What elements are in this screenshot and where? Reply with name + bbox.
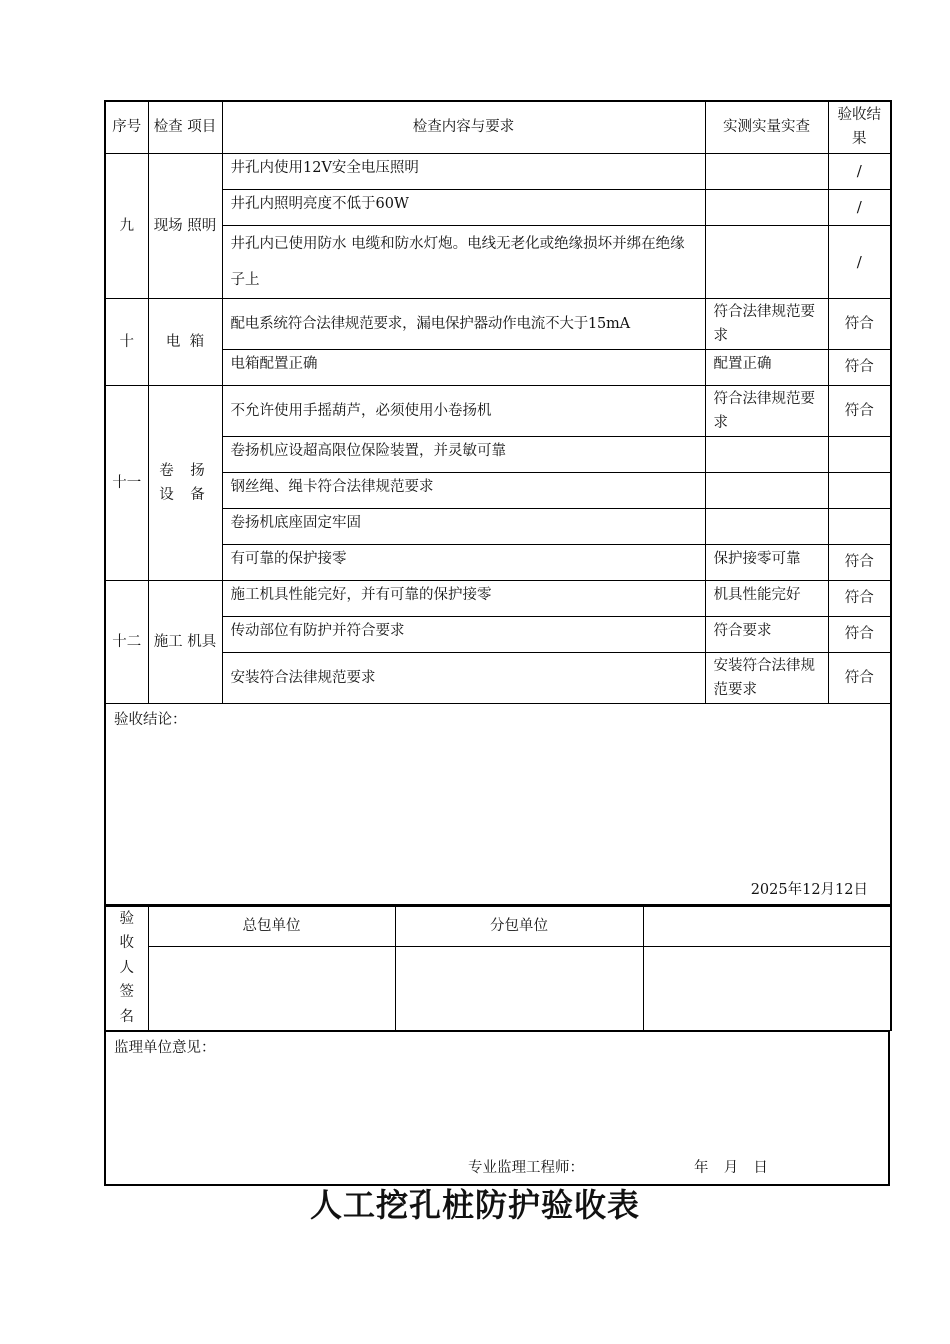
row-result: / xyxy=(828,153,891,189)
document-title: 人工挖孔桩防护验收表 xyxy=(309,1186,640,1224)
row-result: 符合 xyxy=(828,580,891,616)
row-content: 井孔内照明亮度不低于60W xyxy=(222,189,705,225)
row-measured: 符合法律规范要求 xyxy=(705,298,828,349)
row-measured: 配置正确 xyxy=(705,349,828,385)
conclusion-row xyxy=(105,703,891,905)
header-row xyxy=(105,101,891,153)
header-content: 检查内容与要求 xyxy=(222,101,705,153)
row-measured: 安装符合法律规范要求 xyxy=(705,652,828,703)
group-seq: 九 xyxy=(105,153,148,298)
third-party-signature-field[interactable] xyxy=(643,946,891,1030)
subcontractor-header: 分包单位 xyxy=(395,906,643,946)
row-content: 施工机具性能完好，并有可靠的保护接零 xyxy=(222,580,705,616)
row-content: 安装符合法律规范要求 xyxy=(222,652,705,703)
conclusion-cell xyxy=(105,703,891,905)
signature-label-text: 验收人签名 xyxy=(119,910,134,1025)
conclusion-date: 2025年12月12日 xyxy=(750,881,868,898)
conclusion-label: 验收结论： xyxy=(114,711,187,728)
group-seq: 十二 xyxy=(105,580,148,703)
header-measured: 实测实量实查 xyxy=(705,101,828,153)
inspection-table xyxy=(104,100,892,906)
group-item: 现场 照明 xyxy=(148,153,222,298)
row-content: 电箱配置正确 xyxy=(222,349,705,385)
inspection-sheet xyxy=(104,100,890,1186)
group-item: 电 箱 xyxy=(148,298,222,385)
header-item: 检查 项目 xyxy=(148,101,222,153)
supervising-engineer-label: 专业监理工程师： xyxy=(468,1159,584,1176)
supervision-label: 监理单位意见： xyxy=(114,1039,216,1056)
row-content: 钢丝绳、绳卡符合法律规范要求 xyxy=(222,472,705,508)
supervision-cell xyxy=(105,1031,889,1185)
row-result: 符合 xyxy=(828,385,891,436)
row-result xyxy=(828,472,891,508)
supervision-row xyxy=(105,1031,889,1185)
row-content: 有可靠的保护接零 xyxy=(222,544,705,580)
general-contractor-header: 总包单位 xyxy=(148,906,395,946)
row-result: 符合 xyxy=(828,298,891,349)
group-item: 施工 机具 xyxy=(148,580,222,703)
table-row xyxy=(105,436,891,472)
row-measured: 符合法律规范要求 xyxy=(705,385,828,436)
row-result: / xyxy=(828,189,891,225)
header-seq: 序号 xyxy=(105,101,148,153)
table-row xyxy=(105,580,891,616)
row-content: 传动部位有防护并符合要求 xyxy=(222,616,705,652)
row-measured xyxy=(705,472,828,508)
row-measured: 符合要求 xyxy=(705,616,828,652)
row-measured xyxy=(705,189,828,225)
row-result: 符合 xyxy=(828,349,891,385)
subcontractor-signature-field[interactable] xyxy=(395,946,643,1030)
row-measured xyxy=(705,225,828,298)
signature-table xyxy=(104,906,892,1031)
table-row xyxy=(105,298,891,349)
table-row xyxy=(105,385,891,436)
row-content: 井孔内使用12V安全电压照明 xyxy=(222,153,705,189)
signature-label xyxy=(105,906,148,1030)
table-row xyxy=(105,189,891,225)
row-content: 配电系统符合法律规范要求，漏电保护器动作电流不大于15mA xyxy=(222,298,705,349)
row-result: 符合 xyxy=(828,616,891,652)
row-measured xyxy=(705,508,828,544)
row-measured xyxy=(705,153,828,189)
row-result xyxy=(828,436,891,472)
row-content: 不允许使用手摇葫芦，必须使用小卷扬机 xyxy=(222,385,705,436)
table-row xyxy=(105,544,891,580)
row-measured: 机具性能完好 xyxy=(705,580,828,616)
table-row xyxy=(105,153,891,189)
row-result: / xyxy=(828,225,891,298)
table-row xyxy=(105,472,891,508)
group-seq: 十 xyxy=(105,298,148,385)
general-contractor-signature-field[interactable] xyxy=(148,946,395,1030)
supervision-date-line: 年 月 日 xyxy=(694,1159,770,1176)
table-row xyxy=(105,508,891,544)
row-result: 符合 xyxy=(828,544,891,580)
group-seq: 十一 xyxy=(105,385,148,580)
row-result xyxy=(828,508,891,544)
row-content: 卷扬机应设超高限位保险装置，并灵敏可靠 xyxy=(222,436,705,472)
signature-header-row xyxy=(105,906,891,946)
table-row xyxy=(105,616,891,652)
row-content: 井孔内已使用防水 电缆和防水灯炮。电线无老化或绝缘损坏并绑在绝缘子上 xyxy=(222,225,705,298)
row-content: 卷扬机底座固定牢固 xyxy=(222,508,705,544)
row-measured xyxy=(705,436,828,472)
table-row xyxy=(105,349,891,385)
group-item: 卷 扬 设 备 xyxy=(148,385,222,580)
row-result: 符合 xyxy=(828,652,891,703)
table-row xyxy=(105,652,891,703)
supervision-table xyxy=(104,1031,890,1186)
header-result: 验收结果 xyxy=(828,101,891,153)
third-party-header xyxy=(643,906,891,946)
table-row xyxy=(105,225,891,298)
signature-field-row xyxy=(105,946,891,1030)
row-measured: 保护接零可靠 xyxy=(705,544,828,580)
